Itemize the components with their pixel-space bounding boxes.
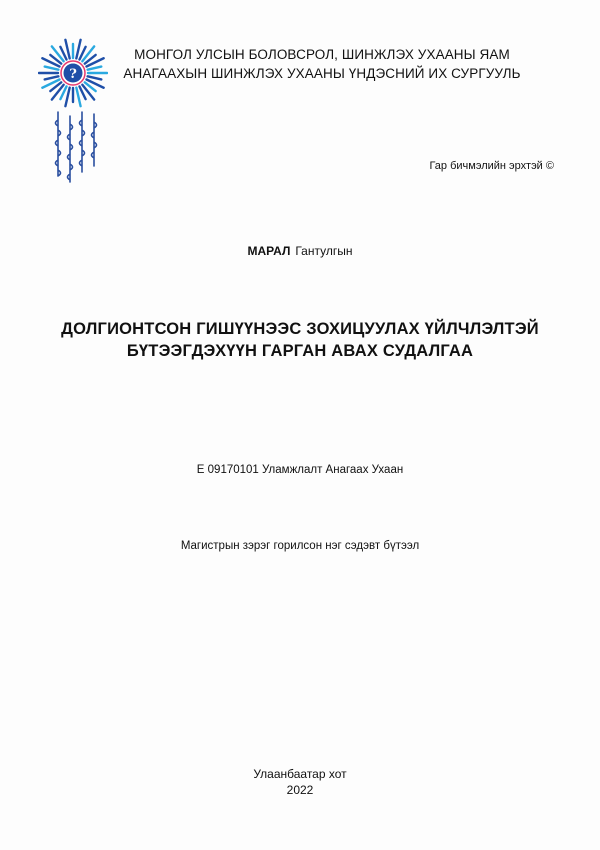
svg-text:?: ? bbox=[69, 67, 77, 82]
copyright-notice: Гар бичмэлийн эрхтэй © bbox=[429, 160, 554, 172]
thesis-title-line-2: БҮТЭЭГДЭХҮҮН ГАРГАН АВАХ СУДАЛГАА bbox=[126, 342, 474, 360]
emblem-ray bbox=[88, 67, 102, 70]
university-emblem-icon bbox=[38, 38, 108, 108]
emblem-ray bbox=[45, 67, 59, 70]
emblem-ray bbox=[76, 40, 80, 59]
specialty-code: Е 09170101 Уламжлалт Анагаах Ухаан bbox=[196, 464, 404, 476]
author-given-name: Гантулгын bbox=[295, 244, 353, 258]
university-name: АНАГААХЫН ШИНЖЛЭХ УХААНЫ ҮНДЭСНИЙ ИХ СУРГУУЛЬ bbox=[123, 66, 521, 81]
emblem-ray bbox=[88, 76, 102, 79]
place: Улаанбаатар хот bbox=[253, 767, 347, 781]
emblem-ray bbox=[65, 40, 69, 59]
emblem-ray bbox=[65, 88, 69, 107]
year: 2022 bbox=[286, 783, 314, 797]
emblem-ray bbox=[76, 88, 80, 107]
thesis-title-line-1: ДОЛГИОНТСОН ГИШҮҮНЭЭС ЗОХИЦУУЛАХ ҮЙЛЧЛЭЛТЭЙ bbox=[61, 320, 539, 338]
place-and-year bbox=[0, 766, 600, 798]
mongolian-script-mark bbox=[46, 108, 102, 188]
author-name bbox=[0, 244, 600, 258]
author-surname: МАРАЛ bbox=[247, 244, 291, 258]
ministry-name: МОНГОЛ УЛСЫН БОЛОВСРОЛ, ШИНЖЛЭХ УХААНЫ ЯАМ bbox=[134, 47, 510, 62]
institution-header bbox=[112, 45, 532, 83]
thesis-title bbox=[40, 318, 560, 362]
emblem-ray bbox=[45, 76, 59, 79]
thesis-type: Магистрын зэрэг горилсон нэг сэдэвт бүтээл bbox=[180, 540, 420, 552]
